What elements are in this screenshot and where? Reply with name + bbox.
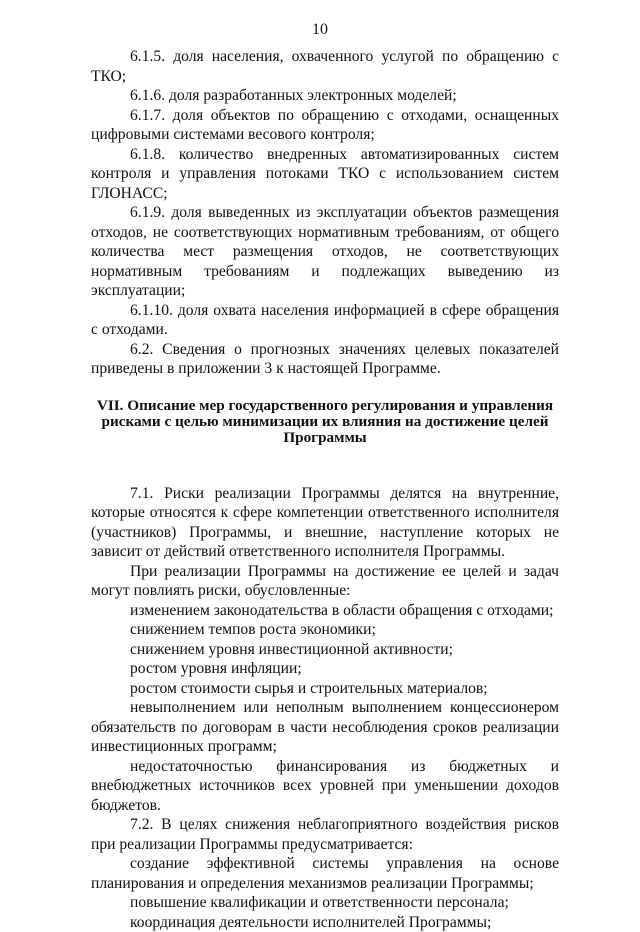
section-7-heading-line-2: рисками с целью минимизации их влияния на достижение целей (91, 414, 559, 430)
item-6-1-5: 6.1.5. доля населения, охваченного услугой по обращению с ТКО; (91, 47, 559, 86)
paragraph-7-2: 7.2. В целях снижения неблагоприятного воздействия рисков при реализации Программы предусматривается: (91, 815, 559, 854)
risk-item-investment: снижением уровня инвестиционной активности; (91, 640, 559, 660)
measure-item-coordination: координация деятельности исполнителей Программы; (91, 913, 559, 932)
page-number: 10 (0, 21, 640, 39)
risk-item-materials: ростом стоимости сырья и строительных материалов; (91, 679, 559, 699)
item-6-1-7: 6.1.7. доля объектов по обращению с отходами, оснащенных цифровыми системами весового контроля; (91, 106, 559, 145)
measure-item-qualification: повышение квалификации и ответственности персонала; (91, 893, 559, 913)
risk-item-inflation: ростом уровня инфляции; (91, 659, 559, 679)
section-7-heading (91, 398, 559, 446)
risk-item-funding: недостаточностью финансирования из бюджетных и внебюджетных источников всех уровней при уменьшении доходов бюджетов. (91, 757, 559, 816)
risk-item-economy: снижением темпов роста экономики; (91, 620, 559, 640)
paragraph-7-1: 7.1. Риски реализации Программы делятся на внутренние, которые относятся к сфере компетенции ответственного исполнителя (участников) Программы, и внешние, наступление которых не зависит от действий ответственного исполнителя Программы. (91, 484, 559, 562)
item-6-1-8: 6.1.8. количество внедренных автоматизированных систем контроля и управления потоками ТКО с использованием систем ГЛОНАСС; (91, 145, 559, 204)
section-7-heading-line-1: VII. Описание мер государственного регулирования и управления (91, 398, 559, 414)
item-6-1-10: 6.1.10. доля охвата населения информацией в сфере обращения с отходами. (91, 301, 559, 340)
item-6-1-9: 6.1.9. доля выведенных из эксплуатации объектов размещения отходов, не соответствующих нормативным требованиям, от общего количества мест размещения отходов, не соответствующих нормативным требованиям и подлежащих выведению из эксплуатации; (91, 203, 559, 301)
measure-item-management: создание эффективной системы управления на основе планирования и определения механизмов реализации Программы; (91, 854, 559, 893)
item-6-2: 6.2. Сведения о прогнозных значениях целевых показателей приведены в приложении 3 к настоящей Программе. (91, 340, 559, 379)
section-7-heading-line-3: Программы (91, 430, 559, 446)
paragraph-risks-intro: При реализации Программы на достижение ее целей и задач могут повлиять риски, обусловленные: (91, 562, 559, 601)
risk-item-concessionaire: невыполнением или неполным выполнением концессионером обязательств по договорам в части несоблюдения сроков реализации инвестиционных программ; (91, 698, 559, 757)
page-content (91, 47, 559, 932)
item-6-1-6: 6.1.6. доля разработанных электронных моделей; (91, 86, 559, 106)
risk-item-legislation: изменением законодательства в области обращения с отходами; (91, 601, 559, 621)
